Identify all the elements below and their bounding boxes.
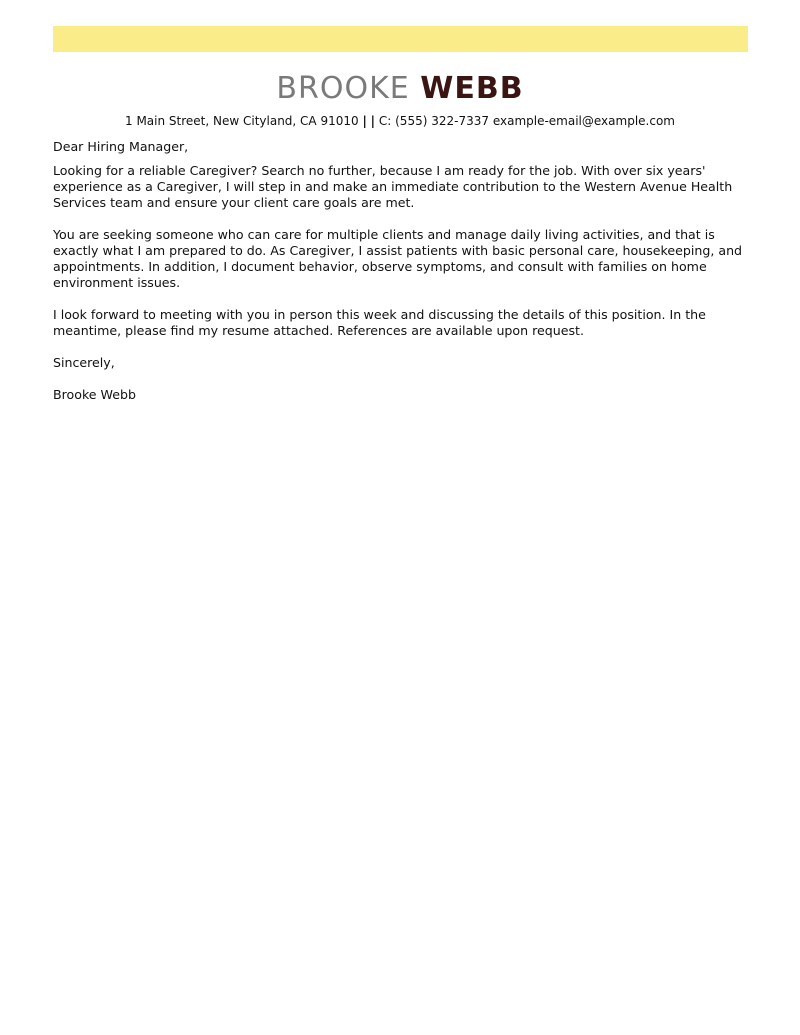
contact-line	[0, 113, 800, 129]
letter-paragraph-3: I look forward to meeting with you in person this week and discussing the details of this position. In the meantime, please find my resume attached. References are available upon request.	[53, 307, 706, 338]
applicant-first-name: BROOKE	[276, 71, 410, 106]
letter-closing: Sincerely,	[53, 355, 115, 370]
letter-paragraph-1: Looking for a reliable Caregiver? Search no further, because I am ready for the job. With over six years' experience as a Caregiver, I will step in and make an immediate contribution to the Western Avenue Health Services team and ensure your client care goals are met.	[53, 163, 733, 210]
contact-separator-second: |	[370, 114, 376, 128]
contact-phone: C: (555) 322-7337	[378, 114, 489, 128]
applicant-name-heading	[0, 70, 800, 108]
contact-address: 1 Main Street, New Cityland, CA 91010	[125, 114, 359, 128]
letter-body	[53, 139, 753, 403]
letter-signature: Brooke Webb	[53, 387, 136, 402]
header-accent-bar	[53, 26, 748, 52]
applicant-last-name: WEBB	[420, 71, 524, 106]
letter-paragraph-2: You are seeking someone who can care for multiple clients and manage daily living activities, and that is exactly what I am prepared to do. As Caregiver, I assist patients with basic personal care, housekeeping, and appointments. In addition, I document behavior, observe symptoms, and consult with families on home environment issues.	[53, 227, 743, 290]
contact-email: example-email@example.com	[492, 114, 675, 128]
contact-separator: |	[362, 114, 367, 128]
letter-salutation: Dear Hiring Manager,	[53, 139, 189, 154]
